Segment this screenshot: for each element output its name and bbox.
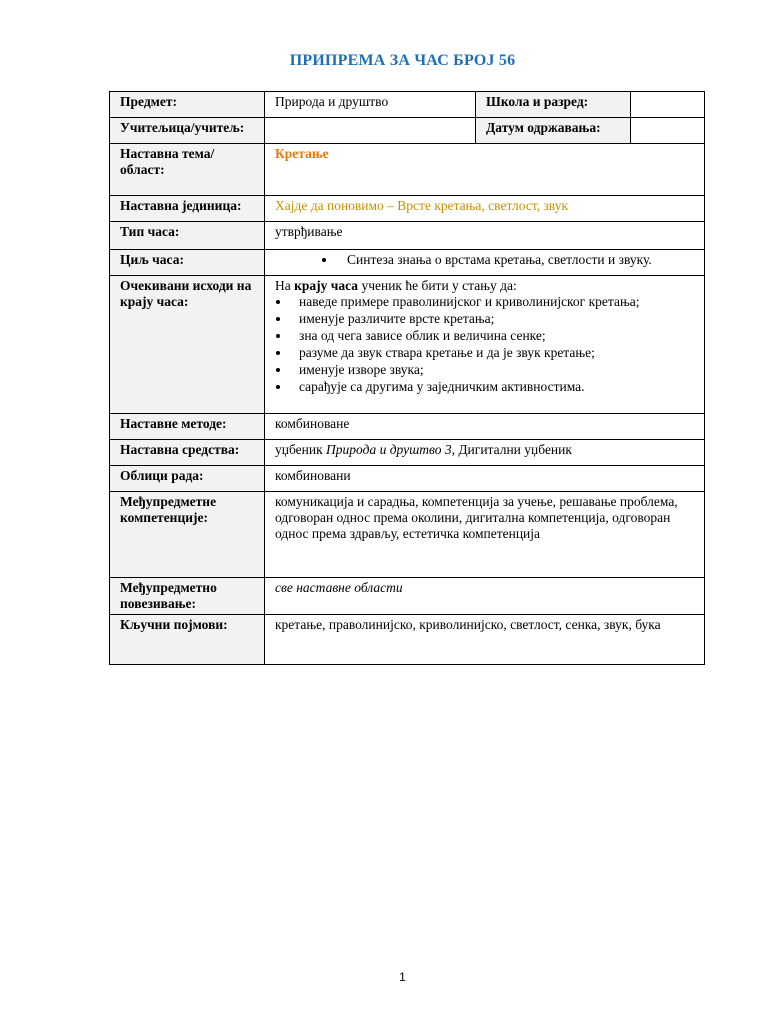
datum-value [631,118,705,144]
cilj-item: • Синтеза знања о врстама кретања, светлости и звуку. [337,252,694,268]
row-jedinica [110,196,705,222]
kompetencije-label: Међупредметне компетенције: [110,492,265,578]
row-predmet [110,92,705,118]
row-sredstva [110,440,705,466]
tema-label: Наставна тема/област: [110,144,265,196]
uciteljica-label: Учитељица/учитељ: [110,118,265,144]
ishodi-intro [275,278,694,294]
ishodi-list [275,294,694,395]
row-oblici [110,466,705,492]
povezivanje-cell [265,578,705,615]
sredstva-label: Наставна средства: [110,440,265,466]
cilj-cell [265,250,705,276]
sredstva-italic: Природа и друштво 3, [326,442,455,457]
ishodi-label: Очекивани исходи на крају часа: [110,276,265,414]
sredstva-cell [265,440,705,466]
povezivanje-label: Међупредметно повезивање: [110,578,265,615]
ishodi-item: • зна од чега зависе облик и величина сенке; [291,328,694,344]
povezivanje-value: све наставне области [275,580,403,595]
datum-label: Датум одржавања: [476,118,631,144]
row-cilj [110,250,705,276]
predmet-label: Предмет: [110,92,265,118]
ishodi-cell [265,276,705,414]
ishodi-item: • разуме да звук ствара кретање и да је звук кретање; [291,345,694,361]
row-ishodi [110,276,705,414]
kompetencije-value: комуникација и сарадња, компетенција за учење, решавање проблема, одговоран однос према околини, дигитална компетенција, одговоран однос према здрављу, естетичка компетенција [265,492,705,578]
oblici-value: комбиновани [265,466,705,492]
predmet-value: Природа и друштво [265,92,476,118]
lesson-plan-table [109,91,705,665]
sredstva-pre: уџбеник [275,442,327,457]
row-kompetencije [110,492,705,578]
jedinica-value: Хајде да поновимо – Врсте кретања, светлост, звук [265,196,705,222]
jedinica-label: Наставна јединица: [110,196,265,222]
metode-label: Наставне методе: [110,414,265,440]
row-pojmovi [110,615,705,665]
skola-label: Школа и разред: [476,92,631,118]
skola-value [631,92,705,118]
ishodi-intro-bold: крају часа [294,278,359,293]
ishodi-item: • сарађује са другима у заједничким активностима. [291,379,694,395]
tema-value: Кретање [265,144,705,196]
tip-value: утврђивање [265,222,705,250]
document-title: ПРИПРЕМА ЗА ЧАС БРОЈ 56 [289,52,516,69]
pojmovi-value: кретање, праволинијско, криволинијско, светлост, сенка, звук, бука [265,615,705,665]
sredstva-post: Дигитални уџбеник [454,442,572,457]
cilj-label: Циљ часа: [110,250,265,276]
uciteljica-value [265,118,476,144]
ishodi-item: • именује изворе звука; [291,362,694,378]
tip-label: Тип часа: [110,222,265,250]
row-uciteljica [110,118,705,144]
ishodi-intro-pre: На [275,278,295,293]
metode-value: комбиноване [265,414,705,440]
page-number: 1 [399,970,406,984]
row-metode [110,414,705,440]
row-tip [110,222,705,250]
ishodi-item: • именује различите врсте кретања; [291,311,694,327]
row-tema [110,144,705,196]
pojmovi-label: Кључни појмови: [110,615,265,665]
oblici-label: Облици рада: [110,466,265,492]
cilj-list [275,252,694,268]
ishodi-item: • наведе примере праволинијског и криволинијског кретања; [291,294,694,310]
ishodi-intro-post: ученик ће бити у стању да: [358,278,517,293]
row-povezivanje [110,578,705,615]
